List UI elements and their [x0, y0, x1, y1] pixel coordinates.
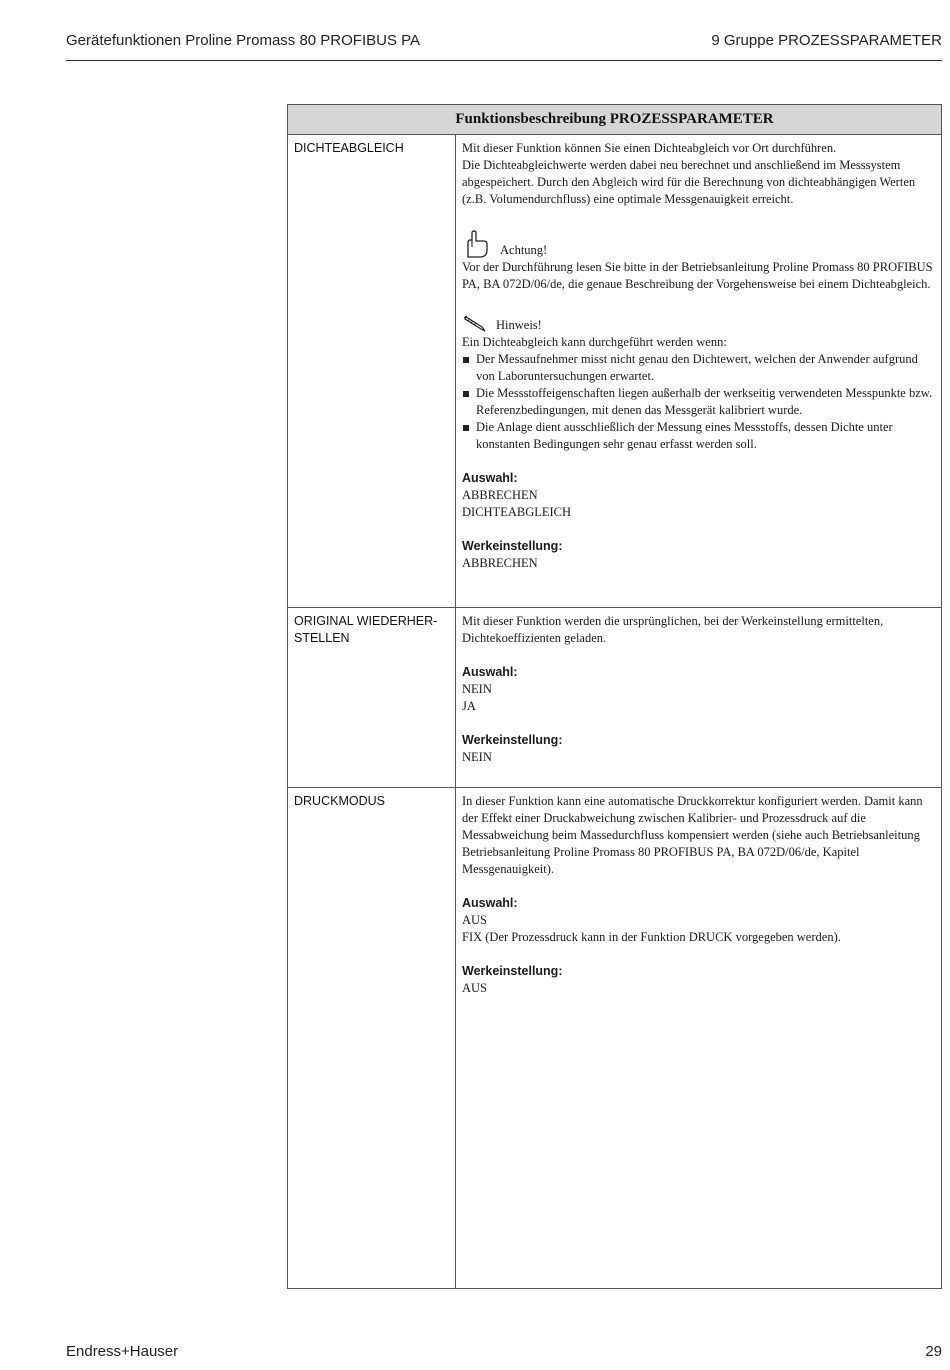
option-item: AUS: [462, 913, 488, 927]
intro-text: Mit dieser Funktion werden die ursprünglichen, bei der Werkeinstellung ermittelten, Dichtekoeffizienten geladen.: [462, 614, 884, 645]
function-description: [462, 140, 934, 572]
option-item: NEIN: [462, 682, 492, 696]
werkeinstellung-value: ABBRECHEN: [462, 556, 538, 570]
auswahl-label: Auswahl:: [462, 896, 518, 910]
page-number: 29: [925, 1343, 942, 1360]
caution-text: Vor der Durchführung lesen Sie bitte in der Betriebsanleitung Proline Promass 80 PROFIBUS PA, BA 072D/06/de, die genaue Beschreibung der Vorgehensweise bei einem Dichteabgleich.: [462, 260, 933, 291]
auswahl-label: Auswahl:: [462, 665, 518, 679]
function-table: [287, 104, 942, 1289]
werkeinstellung-label: Werkeinstellung:: [462, 964, 563, 978]
werkeinstellung-label: Werkeinstellung:: [462, 539, 563, 553]
intro-text-2: Die Dichteabgleichwerte werden dabei neu berechnet und anschließend im Messsystem abgespeichert. Durch den Abgleich wird für die Berechnung von dichteabhängigen Werten (z.B. Volumendurchfluss) eine optimale Messgenauigkeit erreicht.: [462, 158, 916, 206]
werkeinstellung-value: NEIN: [462, 750, 492, 764]
header-rule: [66, 60, 942, 61]
list-item: Die Messstoffeigenschaften liegen außerhalb der werkseitig verwendeten Messpunkte bzw. Referenzbedingungen, mit denen das Messgerät kalibriert wurde.: [462, 385, 934, 419]
werkeinstellung-label: Werkeinstellung:: [462, 733, 563, 747]
note-text: Ein Dichteabgleich kann durchgeführt werden wenn:: [462, 335, 727, 349]
table-row-original-wiederherstellen: [288, 607, 941, 788]
list-item: Der Messaufnehmer misst nicht genau den Dichtewert, welchen der Anwender aufgrund von Laboruntersuchungen erwartet.: [462, 351, 934, 385]
caution-label: Achtung!: [500, 243, 548, 257]
intro-text: In dieser Funktion kann eine automatische Druckkorrektur konfiguriert werden. Damit kann der Effekt einer Druckabweichung zwischen Kalibrier- und Prozessdruck auf die Messabweichung beim Massedurchfluss kompensiert werden (siehe auch Betriebsanleitung Betriebsanleitung Proline Promass 80 PROFIBUS PA, BA 072D/06/de, Kapitel Messgenauigkeit).: [462, 794, 923, 876]
intro-text: Mit dieser Funktion können Sie einen Dichteabgleich vor Ort durchführen.: [462, 141, 837, 155]
table-row-druckmodus: [288, 787, 941, 1288]
table-row-dichteabgleich: [288, 135, 941, 607]
function-description: [462, 793, 934, 997]
werkeinstellung-value: AUS: [462, 981, 488, 995]
table-title: Funktionsbeschreibung PROZESSPARAMETER: [288, 105, 941, 135]
function-name: DICHTEABGLEICH: [294, 141, 404, 155]
pencil-note-icon: [462, 314, 488, 334]
note-notice: [462, 314, 934, 334]
caution-notice: [462, 229, 934, 259]
condition-list: [462, 351, 934, 453]
function-description: [462, 613, 934, 766]
footer-brand: Endress+Hauser: [66, 1343, 179, 1360]
option-item: FIX (Der Prozessdruck kann in der Funktion DRUCK vorgegeben werden).: [462, 930, 841, 944]
option-item: DICHTEABGLEICH: [462, 505, 572, 519]
list-item: Die Anlage dient ausschließlich der Messung eines Messstoffs, dessen Dichte unter konstanten Bedingungen sehr genau erfasst werden soll.: [462, 419, 934, 453]
header-left: Gerätefunktionen Proline Promass 80 PROFIBUS PA: [66, 32, 421, 49]
header-right: 9 Gruppe PROZESSPARAMETER: [711, 32, 942, 49]
hand-caution-icon: [462, 229, 492, 259]
note-label: Hinweis!: [496, 318, 542, 332]
option-item: ABBRECHEN: [462, 488, 538, 502]
option-item: JA: [462, 699, 476, 713]
function-name: DRUCKMODUS: [294, 794, 385, 808]
auswahl-label: Auswahl:: [462, 471, 518, 485]
function-name: ORIGINAL WIEDERHER- STELLEN: [294, 614, 438, 645]
